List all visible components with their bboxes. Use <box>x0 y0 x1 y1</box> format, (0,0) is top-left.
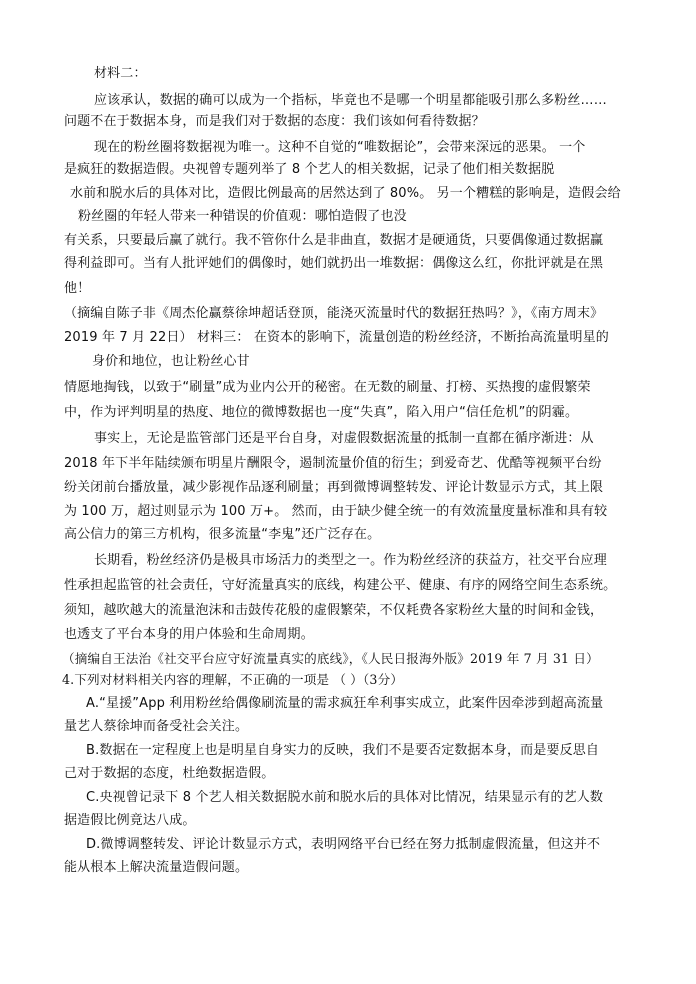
option-c-continued: 据造假比例竟达八成。 <box>64 813 196 828</box>
paragraph-line: 问题不在于数据本身，而是我们对于数据的态度：我们该如何看待数据？ <box>64 114 485 129</box>
paragraph-line: 他！ <box>64 281 91 296</box>
paragraph-line: 2018 年下半年陆续颁布明星片酬限令，遏制流量价值的衍生；到爱奇艺、优酷等视频平台纷 <box>64 456 602 471</box>
option-d-continued: 能从根本上解决流量造假问题。 <box>64 860 249 875</box>
option-b-continued: 己对于数据的态度，杜绝数据造假。 <box>64 766 275 781</box>
paragraph-line: 长期看，粉丝经济仍是极具市场活力的类型之一。作为粉丝经济的获益方，社交平台应理 <box>94 553 607 568</box>
paragraph-line: 情愿地掏钱，以致于“刷量”成为业内公开的秘密。在无数的刷量、打榜、买热搜的虚假繁荣 <box>64 380 591 395</box>
option-a-continued: 量艺人蔡徐坤而备受社会关注。 <box>64 719 249 734</box>
paragraph-line: 也透支了平台本身的用户体验和生命周期。 <box>64 627 314 642</box>
option-a: A.“星援”App 利用粉丝给偶像刷流量的需求疯狂牟利事实成立，此案件因牵涉到超高流量 <box>86 696 604 711</box>
paragraph-line: 得利益即可。当有人批评她们的偶像时，她们就扔出一堆数据：偶像这么红，你批评就是在黑 <box>64 256 604 271</box>
option-c: C.央视曾记录下 8 个艺人相关数据脱水前和脱水后的具体对比情况，结果显示有的艺人数 <box>86 790 604 805</box>
paragraph-line: 高公信力的第三方机构，很多流量“李鬼”还广泛存在。 <box>64 527 381 542</box>
source-citation: （摘编自王法治《社交平台应守好流量真实的底线》，《人民日报海外版》2019 年 7 月 31 日） <box>62 651 599 666</box>
paragraph-line: 2019 年 7 月 22日） 材料三： 在资本的影响下，流量创造的粉丝经济，不断抬高流量明星的 <box>64 330 609 345</box>
paragraph-line: 性承担起监管的社会责任，守好流量真实的底线，构建公平、健康、有序的网络空间生态系统。 <box>64 578 617 593</box>
paragraph-line: 粉丝圈的年轻人带来一种错误的价值观：哪怕造假了也没 <box>78 209 407 224</box>
question-stem: 4.下列对材料相关内容的理解，不正确的一项是 （ ）（3分） <box>62 672 404 687</box>
paragraph-line: 为 100 万，超过则显示为 100 万+。 然而，由于缺少健全统一的有效流量度量标准和具有较 <box>64 504 608 519</box>
paragraph-line: 现在的粉丝圈将数据视为唯一。这种不自觉的“唯数据论”，会带来深远的恶果。 一个 <box>94 140 586 155</box>
paragraph-line: 应该承认，数据的确可以成为一个指标，毕竟也不是哪一个明星都能吸引那么多粉丝…… <box>94 93 607 108</box>
option-b: B.数据在一定程度上也是明星自身实力的反映，我们不是要否定数据本身，而是要反思自 <box>86 743 600 758</box>
paragraph-line: 事实上，无论是监管部门还是平台自身，对虚假数据流量的抵制一直都在循序渐进：从 <box>94 431 594 446</box>
paragraph-line: 是疯狂的数据造假。央视曾专题列举了 8 个艺人的相关数据，记录了他们相关数据脱 <box>64 162 555 177</box>
paragraph-line: 身价和地位，也让粉丝心甘 <box>92 354 250 369</box>
paragraph-line: 水前和脱水后的具体对比，造假比例最高的居然达到了 80%。 另一个糟糕的影响是，造假会给 <box>70 186 621 201</box>
paragraph-line: 中，作为评判明星的热度、地位的微博数据也一度“失真”，陷入用户“信任危机”的阴霾。 <box>64 405 579 420</box>
material-two-heading: 材料二： <box>94 66 147 81</box>
option-d: D.微博调整转发、评论计数显示方式，表明网络平台已经在努力抵制虚假流量，但这并不 <box>86 837 601 852</box>
paragraph-line: 有关系，只要最后赢了就行。我不管你什么是非曲直，数据才是硬通货，只要偶像通过数据赢 <box>64 233 604 248</box>
source-citation: （摘编自陈子非《周杰伦赢蔡徐坤超话登顶，能浇灭流量时代的数据狂热吗？》，《南方周末》 <box>64 306 604 321</box>
paragraph-line: 须知，越吹越大的流量泡沫和击鼓传花般的虚假繁荣，不仅耗费各家粉丝大量的时间和金钱， <box>64 603 604 618</box>
paragraph-line: 纷关闭前台播放量，减少影视作品逐利刷量；再到微博调整转发、评论计数显示方式，其上限 <box>64 480 604 495</box>
